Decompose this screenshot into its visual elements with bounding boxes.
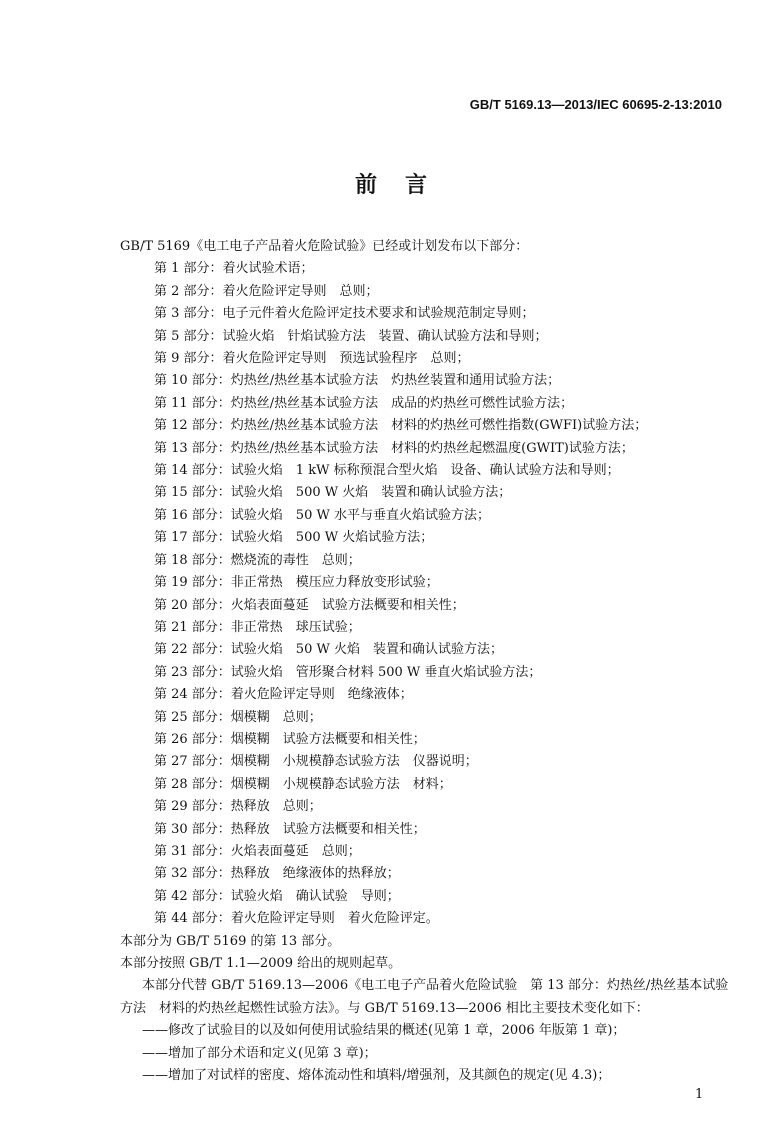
list-item: 第 1 部分：着火试验术语； bbox=[154, 261, 314, 277]
list-item: 第 11 部分：灼热丝/热丝基本试验方法 成品的灼热丝可燃性试验方法； bbox=[154, 395, 574, 411]
list-item: 第 12 部分：灼热丝/热丝基本试验方法 材料的灼热丝可燃性指数(GWFI)试验方法； bbox=[154, 418, 648, 434]
list-item: 第 26 部分：烟模糊 试验方法概要和相关性； bbox=[154, 731, 426, 747]
list-item: ——修改了试验目的以及如何使用试验结果的概述(见第 1 章，2006 年版第 1 章)； bbox=[142, 1023, 626, 1039]
list-item: 第 32 部分：热释放 绝缘液体的热释放； bbox=[154, 866, 400, 882]
list-item: 第 27 部分：烟模糊 小规模静态试验方法 仪器说明； bbox=[154, 754, 478, 770]
list-item: 第 22 部分：试验火焰 50 W 火焰 装置和确认试验方法； bbox=[154, 642, 503, 658]
list-item: 第 21 部分：非正常热 球压试验； bbox=[154, 619, 361, 635]
paragraph-drafting-rules: 本部分按照 GB/T 1.1—2009 给出的规则起草。 bbox=[120, 956, 402, 971]
list-item: 第 14 部分：试验火焰 1 kW 标称预混合型火焰 设备、确认试验方法和导则； bbox=[154, 463, 620, 479]
paragraph-part-number: 本部分为 GB/T 5169 的第 13 部分。 bbox=[120, 933, 341, 949]
list-item: 第 15 部分：试验火焰 500 W 火焰 装置和确认试验方法； bbox=[154, 485, 512, 501]
list-item: 第 19 部分：非正常热 模压应力释放变形试验； bbox=[154, 575, 439, 591]
list-item: 第 28 部分：烟模糊 小规模静态试验方法 材料； bbox=[154, 776, 452, 792]
document-body bbox=[120, 236, 735, 1087]
list-item: ——增加了部分术语和定义(见第 3 章)； bbox=[142, 1045, 377, 1061]
paragraph-replacement: 本部分代替 GB/T 5169.13—2006《电工电子产品着火危险试验 第 13 部分：灼热丝/热丝基本试验方法 材料的灼热丝起燃性试验方法》。与 GB/T 5169.13—2006 相比主要技术变化如下： bbox=[120, 978, 729, 1016]
list-item: 第 3 部分：电子元件着火危险评定技术要求和试验规范制定导则； bbox=[154, 306, 535, 322]
standard-number: GB/T 5169.13—2013/IEC 60695-2-13:2010 bbox=[469, 97, 722, 112]
list-item: 第 20 部分：火焰表面蔓延 试验方法概要和相关性； bbox=[154, 597, 465, 613]
list-item: 第 31 部分：火焰表面蔓延 总则； bbox=[154, 843, 361, 859]
list-item: 第 2 部分：着火危险评定导则 总则； bbox=[154, 283, 379, 299]
list-item: 第 24 部分：着火危险评定导则 绝缘液体； bbox=[154, 687, 413, 703]
list-item: 第 5 部分：试验火焰 针焰试验方法 装置、确认试验方法和导则； bbox=[154, 328, 548, 344]
list-item: 第 16 部分：试验火焰 50 W 水平与垂直火焰试验方法； bbox=[154, 507, 490, 523]
list-item: 第 25 部分：烟模糊 总则； bbox=[154, 709, 322, 725]
list-item: 第 29 部分：热释放 总则； bbox=[154, 799, 322, 815]
list-item: 第 18 部分：燃烧流的毒性 总则； bbox=[154, 552, 361, 568]
list-item: 第 23 部分：试验火焰 管形聚合材料 500 W 垂直火焰试验方法； bbox=[154, 664, 542, 680]
list-item: ——增加了对试样的密度、熔体流动性和填料/增强剂，及其颜色的规定(见 4.3)； bbox=[142, 1068, 611, 1084]
list-item: 第 30 部分：热释放 试验方法概要和相关性； bbox=[154, 821, 426, 837]
page-number: 1 bbox=[695, 1087, 704, 1102]
list-item: 第 9 部分：着火危险评定导则 预选试验程序 总则； bbox=[154, 351, 470, 367]
list-item: 第 44 部分：着火危险评定导则 着火危险评定。 bbox=[154, 911, 439, 927]
list-item: 第 17 部分：试验火焰 500 W 火焰试验方法； bbox=[154, 530, 434, 546]
intro-paragraph: GB/T 5169《电工电子产品着火危险试验》已经或计划发布以下部分： bbox=[120, 239, 529, 254]
list-item: 第 13 部分：灼热丝/热丝基本试验方法 材料的灼热丝起燃温度(GWIT)试验方法； bbox=[154, 440, 634, 456]
list-item: 第 10 部分：灼热丝/热丝基本试验方法 灼热丝装置和通用试验方法； bbox=[154, 373, 561, 389]
parts-list bbox=[120, 258, 735, 930]
page-title: 前言 bbox=[354, 172, 455, 198]
list-item: 第 42 部分：试验火焰 确认试验 导则； bbox=[154, 888, 400, 904]
changes-list bbox=[120, 1020, 735, 1087]
